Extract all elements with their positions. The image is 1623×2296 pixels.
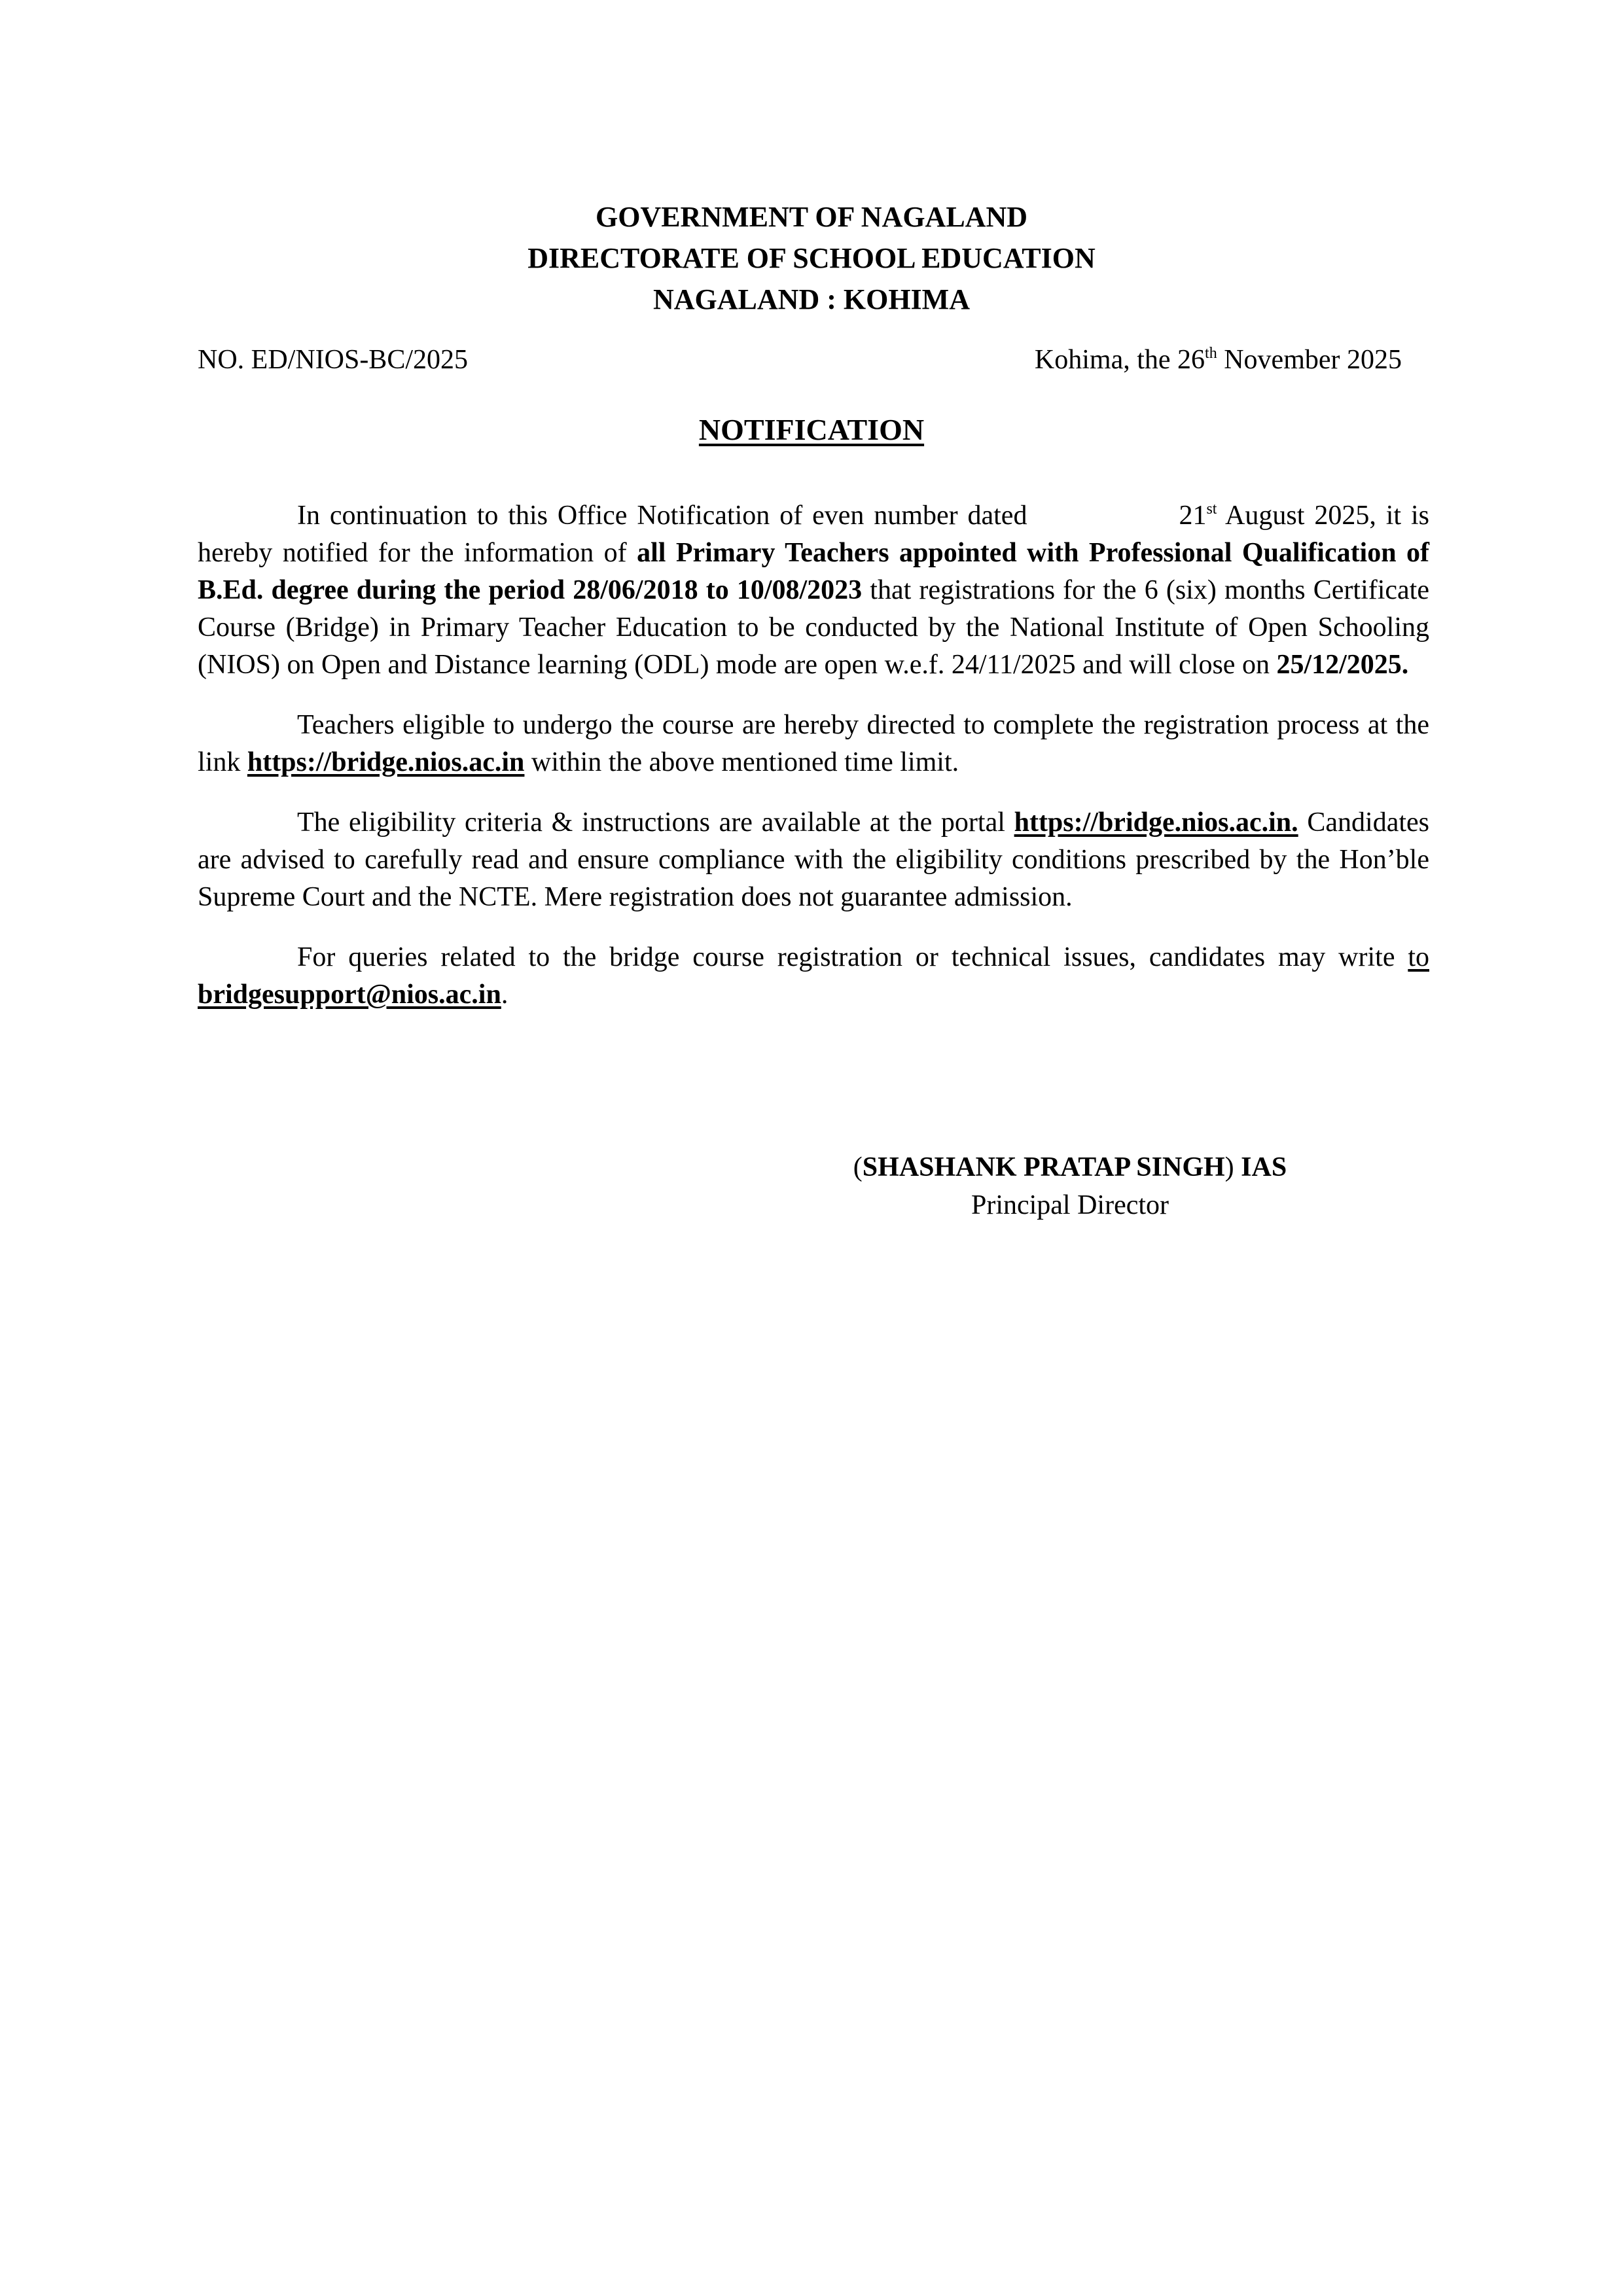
portal-link[interactable]: https://bridge.nios.ac.in.	[1014, 807, 1298, 838]
issue-date	[1035, 340, 1402, 380]
paragraph1-intro: In continuation to this Office Notification of even number dated	[297, 501, 1027, 531]
paragraph2-text: within the above mentioned time limit.	[524, 747, 959, 777]
signature-block	[821, 1148, 1319, 1224]
signatory-open-paren: (	[853, 1152, 863, 1182]
paragraph4-end: .	[501, 980, 508, 1010]
header-directorate: DIRECTORATE OF SCHOOL EDUCATION	[527, 242, 1096, 274]
previous-notification-month-year: August 2025,	[1217, 501, 1376, 531]
paragraph-eligibility	[198, 804, 1429, 916]
registration-link[interactable]: https://bridge.nios.ac.in	[247, 747, 525, 777]
notification-body	[198, 497, 1429, 1036]
paragraph-registration-link	[198, 707, 1429, 781]
signatory-service: IAS	[1234, 1152, 1287, 1182]
header-government: GOVERNMENT OF NAGALAND	[595, 201, 1028, 233]
previous-notification-day: 21	[1179, 501, 1207, 531]
closing-date: 25/12/2025.	[1276, 650, 1409, 680]
paragraph-registration	[198, 497, 1429, 684]
signatory-name	[821, 1148, 1319, 1186]
paragraph2-intro: Teachers eligible to undergo the course are hereby directed to complete the registration process at the link	[198, 710, 1429, 777]
paragraph3-text: Candidates are advised to carefully read and ensure compliance with the eligibility conditions prescribed by the Hon’ble Supreme Court and the NCTE. Mere registration does not guarantee admission.	[198, 807, 1429, 912]
paragraph4-intro: For queries related to the bridge course registration or technical issues, candidates may write	[297, 942, 1408, 972]
reference-number: NO. ED/NIOS-BC/2025	[198, 345, 469, 375]
previous-notification-ordinal: st	[1206, 501, 1217, 518]
eligible-teachers-criteria: all Primary Teachers appointed with Professional Qualification of B.Ed. degree during the period 28/06/2018 to 10/08/2023	[198, 538, 1430, 605]
signatory-designation: Principal Director	[971, 1190, 1169, 1220]
notification-title: NOTIFICATION	[698, 413, 925, 446]
signatory-close-paren: )	[1224, 1152, 1234, 1182]
issue-date-month-year: November 2025	[1217, 345, 1402, 375]
paragraph3-intro: The eligibility criteria & instructions are available at the portal	[297, 807, 1014, 838]
paragraph-queries	[198, 939, 1429, 1014]
issue-date-ordinal: th	[1205, 345, 1217, 362]
paragraph1-text: it is hereby notified for the information of	[198, 501, 1429, 568]
header-location: NAGALAND : KOHIMA	[653, 283, 970, 315]
support-email-link[interactable]: bridgesupport@nios.ac.in	[198, 980, 501, 1010]
issue-date-day: Kohima, the 26	[1034, 345, 1205, 375]
letterhead	[0, 196, 1623, 320]
paragraph1-course-details: that registrations for the 6 (six) months Certificate Course (Bridge) in Primary Teacher Education to be conducted by the National Institute of Open Schooling (NIOS) on Open and Distance learning (ODL) mode are open w.e.f. 24/11/2025 and will close on	[198, 575, 1429, 680]
signatory-full-name: SHASHANK PRATAP SINGH	[862, 1152, 1225, 1182]
paragraph4-to: to	[1408, 942, 1429, 972]
